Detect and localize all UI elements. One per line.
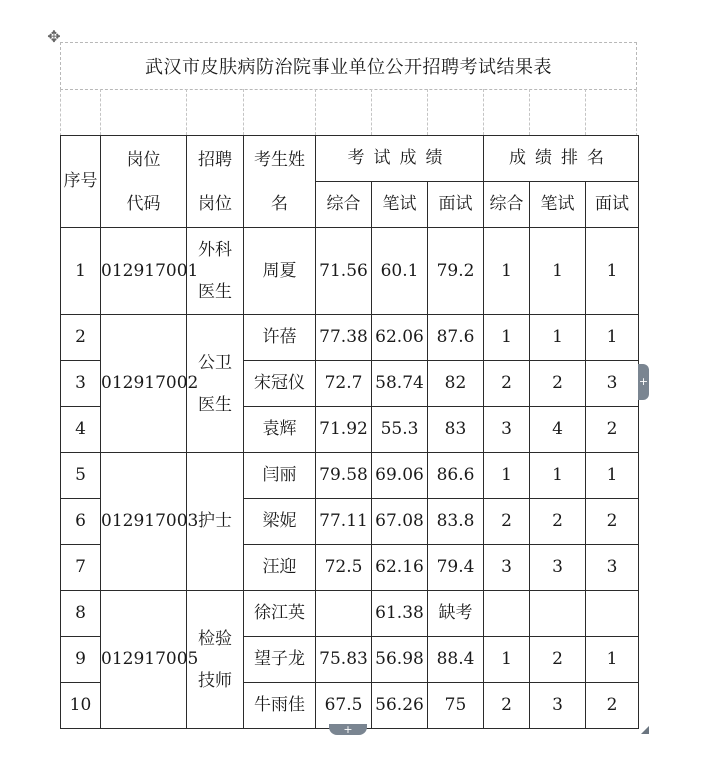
cell-interview: 75 <box>428 683 484 729</box>
cell-code: 012917002 <box>101 315 187 453</box>
cell-total: 79.58 <box>316 453 372 499</box>
table-row <box>61 228 639 315</box>
cell-interview: 86.6 <box>428 453 484 499</box>
spacer-divider <box>243 89 244 135</box>
cell-code: 012917001 <box>101 228 187 315</box>
cell-total: 71.56 <box>316 228 372 315</box>
cell-rank-total: 2 <box>484 361 530 407</box>
cell-interview: 87.6 <box>428 315 484 361</box>
position-line2: 医生 <box>198 282 232 302</box>
results-table <box>60 135 639 729</box>
cell-written: 62.16 <box>372 545 428 591</box>
cell-total: 71.92 <box>316 407 372 453</box>
spacer-divider <box>100 89 101 135</box>
cell-written: 55.3 <box>372 407 428 453</box>
cell-code: 012917005 <box>101 591 187 729</box>
cell-rank-written: 2 <box>530 361 586 407</box>
cell-written: 58.74 <box>372 361 428 407</box>
cell-rank-interview: 2 <box>586 683 639 729</box>
subheader-rank-interview: 面试 <box>586 182 639 228</box>
cell-code: 012917003 <box>101 453 187 591</box>
cell-no: 5 <box>61 453 101 499</box>
cell-written: 67.08 <box>372 499 428 545</box>
cell-interview: 83 <box>428 407 484 453</box>
cell-rank-total: 1 <box>484 315 530 361</box>
cell-written: 61.38 <box>372 591 428 637</box>
cell-written: 60.1 <box>372 228 428 315</box>
cell-total <box>316 591 372 637</box>
cell-rank-interview: 1 <box>586 453 639 499</box>
cell-no: 8 <box>61 591 101 637</box>
cell-rank-total: 1 <box>484 637 530 683</box>
table-row <box>61 315 639 361</box>
position-line1: 公卫 <box>198 352 232 373</box>
plus-icon: + <box>638 375 649 388</box>
cell-rank-total: 2 <box>484 499 530 545</box>
spacer-divider <box>315 89 316 135</box>
cell-written: 62.06 <box>372 315 428 361</box>
cell-rank-total: 3 <box>484 545 530 591</box>
header-row <box>61 136 639 182</box>
subheader-rank-total: 综合 <box>484 182 530 228</box>
position-line2: 医生 <box>198 394 232 415</box>
cell-total: 72.5 <box>316 545 372 591</box>
title-text: 武汉市皮肤病防治院事业单位公开招聘考试结果表 <box>145 57 552 78</box>
cell-rank-total: 3 <box>484 407 530 453</box>
cell-total: 77.38 <box>316 315 372 361</box>
cell-name: 周夏 <box>244 228 316 315</box>
cell-rank-interview: 1 <box>586 228 639 315</box>
cell-rank-written: 1 <box>530 315 586 361</box>
cell-rank-interview: 3 <box>586 361 639 407</box>
subheader-interview: 面试 <box>428 182 484 228</box>
subheader-written: 笔试 <box>372 182 428 228</box>
header-code-line1: 岗位 <box>126 149 161 170</box>
cell-written: 56.26 <box>372 683 428 729</box>
header-position-line2: 岗位 <box>198 193 232 214</box>
cell-rank-total: 2 <box>484 683 530 729</box>
cell-rank-written: 2 <box>530 637 586 683</box>
header-position-line1: 招聘 <box>198 149 232 170</box>
cell-rank-total: 1 <box>484 228 530 315</box>
cell-no: 2 <box>61 315 101 361</box>
cell-no: 3 <box>61 361 101 407</box>
cell-rank-interview: 2 <box>586 407 639 453</box>
subheader-total: 综合 <box>316 182 372 228</box>
position-line2: 技师 <box>198 670 232 691</box>
cell-no: 9 <box>61 637 101 683</box>
cell-position: 护士 <box>187 453 244 591</box>
cell-rank-total <box>484 591 530 637</box>
header-seq: 序号 <box>61 136 101 228</box>
cell-no: 7 <box>61 545 101 591</box>
cell-name: 宋冠仪 <box>244 361 316 407</box>
header-position <box>187 136 244 228</box>
cell-rank-interview: 1 <box>586 637 639 683</box>
header-scores: 考试成绩 <box>316 136 484 182</box>
cell-name: 汪迎 <box>244 545 316 591</box>
table-row <box>61 591 639 637</box>
cell-written: 69.06 <box>372 453 428 499</box>
spacer-divider <box>427 89 428 135</box>
cell-total: 75.83 <box>316 637 372 683</box>
cell-no: 10 <box>61 683 101 729</box>
cell-name: 袁辉 <box>244 407 316 453</box>
cell-rank-total: 1 <box>484 453 530 499</box>
cell-total: 67.5 <box>316 683 372 729</box>
cell-name: 徐江英 <box>244 591 316 637</box>
header-code-line2: 代码 <box>126 193 161 214</box>
header-name-line1: 考生姓 <box>254 149 305 170</box>
cell-rank-written: 1 <box>530 228 586 315</box>
header-code <box>101 136 187 228</box>
table-row <box>61 453 639 499</box>
cell-interview: 缺考 <box>428 591 484 637</box>
cell-total: 72.7 <box>316 361 372 407</box>
cell-name: 梁妮 <box>244 499 316 545</box>
cell-no: 1 <box>61 228 101 315</box>
cell-no: 6 <box>61 499 101 545</box>
header-name <box>244 136 316 228</box>
position-line1: 外科 <box>198 240 232 260</box>
header-ranks: 成绩排名 <box>484 136 639 182</box>
plus-icon: + <box>343 723 353 736</box>
spacer-divider <box>585 89 586 135</box>
spacer-divider <box>483 89 484 135</box>
cell-rank-interview: 1 <box>586 315 639 361</box>
cell-interview: 88.4 <box>428 637 484 683</box>
empty-spacer-row <box>60 89 637 136</box>
add-row-button[interactable] <box>329 724 367 735</box>
cell-rank-interview: 3 <box>586 545 639 591</box>
position-line1: 检验 <box>198 628 232 649</box>
header-name-line2: 名 <box>271 193 288 214</box>
cell-no: 4 <box>61 407 101 453</box>
spacer-divider <box>529 89 530 135</box>
subheader-rank-written: 笔试 <box>530 182 586 228</box>
cell-name: 闫丽 <box>244 453 316 499</box>
cell-total: 77.11 <box>316 499 372 545</box>
table-title <box>60 42 637 90</box>
add-column-button[interactable] <box>638 364 649 400</box>
cell-rank-interview: 2 <box>586 499 639 545</box>
cell-name: 许蓓 <box>244 315 316 361</box>
cell-rank-written: 3 <box>530 545 586 591</box>
cell-rank-interview <box>586 591 639 637</box>
cell-rank-written: 3 <box>530 683 586 729</box>
cell-written: 56.98 <box>372 637 428 683</box>
cell-rank-written: 4 <box>530 407 586 453</box>
resize-handle-icon[interactable] <box>640 725 650 735</box>
cell-interview: 79.2 <box>428 228 484 315</box>
cell-name: 牛雨佳 <box>244 683 316 729</box>
cell-name: 望子龙 <box>244 637 316 683</box>
cell-rank-written: 2 <box>530 499 586 545</box>
cell-rank-written <box>530 591 586 637</box>
spacer-divider <box>186 89 187 135</box>
table-move-handle-icon[interactable]: ✥ <box>47 27 61 46</box>
cell-interview: 83.8 <box>428 499 484 545</box>
cell-interview: 79.4 <box>428 545 484 591</box>
cell-interview: 82 <box>428 361 484 407</box>
spacer-divider <box>371 89 372 135</box>
cell-rank-written: 1 <box>530 453 586 499</box>
